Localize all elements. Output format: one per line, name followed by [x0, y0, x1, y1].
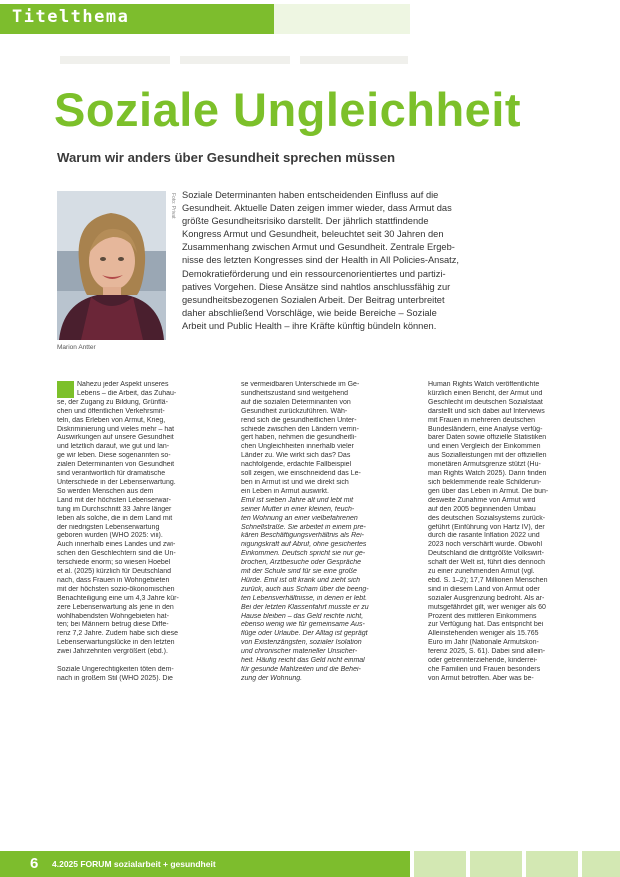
article-headline: Soziale Ungleichheit — [54, 83, 522, 136]
body-line: Alleinstehenden weniger als 15.765 — [428, 630, 539, 638]
body-line: darstellt und sich dabei auf Interviews — [428, 407, 545, 415]
body-line: Auswirkungen auf unsere Gesundheit — [57, 434, 174, 442]
body-line: und einen Vergleich der Einkommen — [428, 443, 541, 451]
body-line: von Armut betroffen. Aber was be- — [428, 674, 534, 682]
case-line: Schnellstraße. Sie arbeitet in einem pre- — [241, 523, 366, 531]
body-line: ebd. S. 1–2); 17,7 Millionen Menschen — [428, 576, 548, 584]
photo-credit: Foto: Privat — [170, 193, 176, 219]
case-line: von Existenzängsten, sozialer Isolation — [241, 639, 362, 647]
body-line: chen Ungleichheiten innerhalb vieler — [241, 443, 354, 451]
teaser-line: nisse des letzten Kongresses sind der Health in All Policies-Ansatz, — [182, 255, 459, 266]
body-line: sundheitszustand sind weitgehend — [241, 389, 349, 397]
case-line: Hause bleiben – das Geld reichte nicht, — [241, 612, 364, 620]
teaser-line: daher abschließend Vorschläge, wie beide Bereiche – Soziale — [182, 307, 437, 318]
body-line: 2023 noch verschärft wurde. Obwohl — [428, 541, 543, 549]
body-line: schiede zwischen den Ländern verrin- — [241, 425, 359, 433]
body-line: soll zeigen, wie einschneidend das Le- — [241, 470, 361, 478]
teaser-line: gesundheitsbezogenen Sozialen Arbeit. Der Beitrag unterbreitet — [182, 294, 445, 305]
body-line: ten; bei Männern betrug diese Diffe- — [57, 621, 169, 629]
body-line: Auch innerhalb eines Landes und zwi- — [57, 541, 176, 549]
footer-tile — [582, 851, 620, 877]
body-line: auf die sozialen Determinanten von — [241, 398, 351, 406]
body-line: Geschlecht im deutschen Sozialstaat — [428, 398, 543, 406]
case-line: nigungskraft auf Abruf, ohne gesichertes — [241, 541, 367, 549]
author-portrait — [57, 191, 166, 340]
body-line: Land mit der höchsten Lebenserwar- — [57, 496, 172, 504]
case-line: zurück, auch aus Scham über die beeng- — [241, 585, 369, 593]
case-line: kären Beschäftigungsverhältnis als Rei- — [241, 532, 364, 540]
body-line: chen und öffentlichen Verkehrsmit- — [57, 407, 165, 415]
body-line: ein Leben in Armut auswirkt. — [241, 487, 329, 495]
body-line: zwei Jahrzehnten vergrößert (ebd.). — [57, 648, 168, 656]
body-line: kürzlich einen Bericht, der Armut und — [428, 389, 543, 397]
body-line: mit Frauen in mehreren deutschen — [428, 416, 535, 424]
body-line: zere Lebenserwartung als jene in den — [57, 603, 174, 611]
body-line: oder getrennterziehende, kinderrei- — [428, 657, 538, 665]
body-line: Lebenserwartungslücke in den letzten — [57, 639, 175, 647]
article-subtitle: Warum wir anders über Gesundheit sprechen müssen — [57, 150, 396, 165]
case-line: Einkommen. Deutsch spricht sie nur ge- — [241, 550, 366, 558]
body-line: schen den Geschlechtern sind die Un- — [57, 550, 176, 558]
page-number: 6 — [30, 855, 39, 872]
body-line: teln, das Erleben von Armut, Krieg, — [57, 416, 166, 424]
body-line: Unterschiede in der Lebenserwartung. — [57, 478, 176, 486]
decor-stripe — [60, 56, 170, 64]
body-line: et al. (2025) kürzlich für Deutschland — [57, 568, 171, 576]
case-line: flüge oder Urlaube. Der Alltag ist geprägt — [241, 630, 368, 638]
body-line: Lebens – die Arbeit, das Zuhau- — [77, 389, 177, 397]
body-line: man Rights Watch 2025). Darin finden — [428, 470, 547, 478]
body-line: leben als solche, die in dem Land mit — [57, 514, 173, 522]
body-line: nachfolgende, erdachte Fallbeispiel — [241, 461, 352, 469]
body-line: geboren wurden (WHO 2025: viii). — [57, 532, 163, 540]
body-line: geführt (Einführung von Hartz IV), der — [428, 523, 545, 531]
decor-stripe — [180, 56, 290, 64]
body-line: durch die rasante Inflation 2022 und — [428, 532, 540, 540]
body-line: Nahezu jeder Aspekt unseres — [77, 381, 169, 388]
case-line: Emil ist sieben Jahre alt und lebt mit — [241, 496, 354, 504]
body-line: zu einer zunehmenden Armut (vgl. — [428, 568, 535, 576]
body-line: des deutschen Sozialsystems zurück- — [428, 514, 546, 522]
teaser-line: patives Vorgehen. Diese Ansätze sind nahtlos anschlussfähig zur — [182, 281, 451, 292]
body-line: ferenz 2025, S. 61). Dabei sind allein- — [428, 648, 546, 656]
decor-stripe — [300, 56, 408, 64]
issue-label: 4.2025 FORUM sozialarbeit + gesundheit — [52, 859, 216, 869]
body-line: So werden Menschen aus dem — [57, 487, 154, 495]
case-line: für gesunde Mahlzeiten und die Behei- — [241, 666, 361, 673]
body-line: mutsgefährdet gilt, wer weniger als 60 — [428, 603, 546, 611]
case-line: ten Lebensverhältnisse, in denen er lebt. — [241, 594, 368, 602]
body-line: Prozent des mittleren Einkommens — [428, 612, 537, 620]
case-line: Bei der letzten Klassenfahrt musste er zu — [241, 603, 369, 611]
footer-tile — [414, 851, 466, 877]
body-line: nach, dass Frauen in Wohngebieten — [57, 576, 170, 584]
teaser-line: Kongress Armut und Gesundheit, beleuchtet seit 30 Jahren den — [182, 229, 444, 240]
body-line: zur Verfügung hat. Das entspricht bei — [428, 621, 544, 629]
photo-caption: Marion Antter — [57, 344, 96, 351]
teaser-line: Gesundheit. Aktuelle Daten zeigen immer wieder, dass Armut das — [182, 203, 452, 214]
case-line: mit der Schule sind für sie eine große — [241, 568, 357, 576]
body-line: auf den 2005 beginnenden Umbau — [428, 505, 536, 513]
body-line: der niedrigsten Lebenserwartung — [57, 523, 160, 531]
body-line: sich beklemmende reale Schilderun- — [428, 478, 542, 486]
body-column-2 — [241, 381, 409, 684]
teaser-line: größte Gesundheitsrisiko darstellt. Der jährlich stattfindende — [182, 216, 429, 227]
body-line: ge wir leben. Diese sogenannten so- — [57, 452, 171, 460]
body-line: Diskriminierung und vieles mehr – hat — [57, 425, 175, 433]
body-line: se, der Zugang zu Bildung, Grünflä- — [57, 398, 168, 406]
paragraph-gap — [57, 657, 217, 666]
rubric-label: Titelthema — [12, 7, 130, 27]
footer-tile — [470, 851, 522, 877]
body-line: Euro im Jahr (Nationale Armutskon- — [428, 639, 539, 647]
portrait-illustration — [57, 191, 166, 340]
footer-tile — [526, 851, 578, 877]
body-line: Länder zu. Wie wirkt sich das? Das — [241, 452, 351, 460]
body-column-1 — [57, 381, 217, 684]
teaser-line: Zusammenhang zwischen Armut und Gesundheit. Zentrale Ergeb- — [182, 242, 455, 253]
body-line: Soziale Ungerechtigkeiten töten dem- — [57, 665, 174, 673]
body-line: sind verantwortlich für dramatische — [57, 470, 166, 478]
body-column-3 — [428, 381, 598, 684]
body-line: Gesundheit zurückzuführen. Wäh- — [241, 407, 348, 415]
case-line: ebenso wenig wie für gemeinsame Aus- — [241, 621, 365, 629]
body-line: renz 7,2 Jahre. Zudem habe sich diese — [57, 630, 179, 638]
body-line: nach in großem Stil (WHO 2025). Die — [57, 674, 173, 682]
body-line: rend sich die gesundheitlichen Unter- — [241, 416, 357, 424]
body-line: che Familien und Frauen besonders — [428, 666, 541, 673]
body-line: zialen Determinanten von Gesundheit — [57, 461, 175, 469]
teaser-line: Soziale Determinanten haben entscheidenden Einfluss auf die — [182, 190, 439, 200]
body-line: gen über das Leben in Armut. Die bun- — [428, 487, 549, 495]
case-line: ten Wohnung an einer vielbefahrenen — [241, 514, 358, 522]
body-line: monetären Armutsgrenze stützt (Hu- — [428, 461, 541, 469]
body-line: desweite Zunahme von Armut wird — [428, 496, 536, 504]
article-teaser — [182, 189, 602, 333]
body-line: gert haben, nehmen die gesundheitli- — [241, 434, 357, 442]
body-line: sind in diesem Land von Armut oder — [428, 585, 540, 593]
body-line: Bundesländern, eine Analyse verfüg- — [428, 425, 543, 433]
teaser-line: Demokratieförderung und ein ressourcenorientiertes und partizi- — [182, 268, 446, 279]
case-line: Hürde. Emil ist oft krank und zieht sich — [241, 576, 361, 584]
body-line: ben in Armut ist und wie direkt sich — [241, 478, 349, 486]
case-line: brochen, Arztbesuche oder Gespräche — [241, 559, 361, 567]
case-line: und chronischer materieller Unsicher- — [241, 648, 358, 656]
teaser-line: Arbeit und Public Health – ihre Kräfte künftig bündeln können. — [182, 320, 437, 331]
body-line: Human Rights Watch veröffentlichte — [428, 381, 540, 388]
body-line: mit der höchsten sozio-ökonomischen — [57, 585, 175, 593]
case-line: heit. Häufig reicht das Geld nicht einmal — [241, 657, 365, 665]
body-line: terschiede enorm; so wiesen Hoebel — [57, 559, 171, 567]
body-line: Deutschland die drittgrößte Volkswirt- — [428, 550, 544, 558]
body-line: tung im Durchschnitt 33 Jahre länger — [57, 505, 172, 513]
case-line: seiner Mutter in einer kleinen, feuch- — [241, 505, 355, 513]
body-line: aus Sozialleistungen mit der offiziellen — [428, 452, 547, 460]
body-line: se vermeidbaren Unterschiede im Ge- — [241, 381, 360, 388]
case-line: zung der Wohnung. — [241, 674, 303, 682]
body-line: schaft der Welt ist, führt dies dennoch — [428, 559, 545, 567]
body-line: Benachteiligung eine um 4,3 Jahre kür- — [57, 594, 179, 602]
body-line: wohlhabendsten Wohngebieten hat- — [57, 612, 169, 620]
body-line: und letztlich darauf, wie gut und lan- — [57, 443, 170, 451]
body-line: barer Daten sowie offizielle Statistiken — [428, 434, 547, 442]
body-line: sozialer Ausgrenzung bedroht. Als ar- — [428, 594, 545, 602]
